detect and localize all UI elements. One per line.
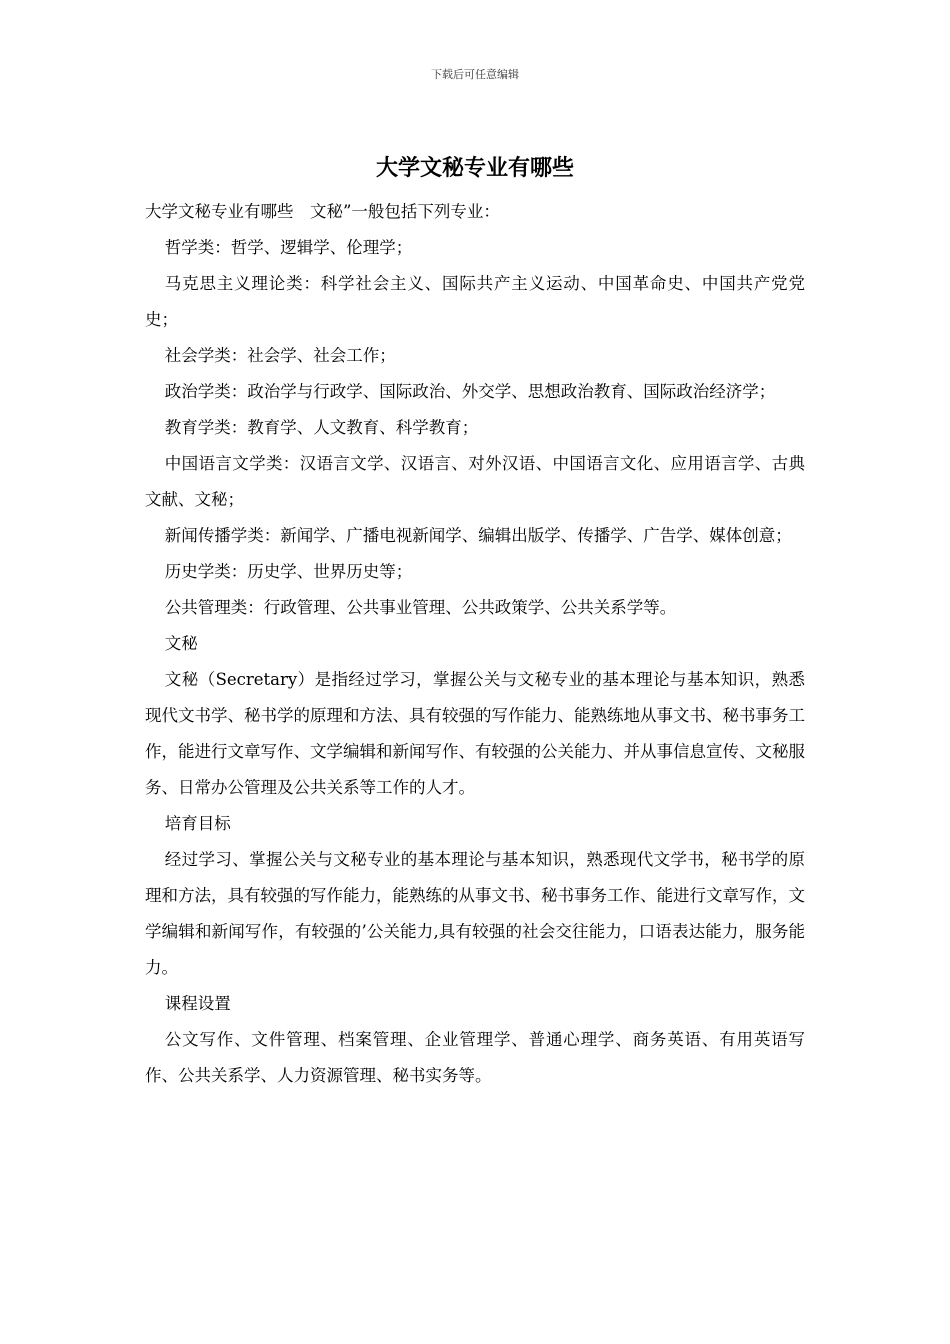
- paragraph-history: 历史学类：历史学、世界历史等；: [164, 562, 413, 581]
- section-heading-goals: 培育目标: [164, 814, 231, 833]
- section-heading-courses: 课程设置: [164, 994, 231, 1013]
- section-heading-secretary: 文秘: [164, 634, 198, 653]
- document-body: [145, 194, 805, 1094]
- paragraph-politics: 政治学类：政治学与行政学、国际政治、外交学、思想政治教育、国际政治经济学；: [164, 382, 776, 401]
- paragraph-philosophy: 哲学类：哲学、逻辑学、伦理学；: [164, 238, 413, 257]
- paragraph-public-admin: 公共管理类：行政管理、公共事业管理、公共政策学、公共关系学等。: [164, 598, 677, 617]
- paragraph-goals: 经过学习、掌握公关与文秘专业的基本理论与基本知识，熟悉现代文学书，秘书学的原理和方法，具有较强的写作能力，能熟练的从事文书、秘书事务工作、能进行文章写作，文学编辑和新闻写作，有较强的’公关能力,具有较强的社会交往能力，口语表达能力，服务能力。: [145, 850, 805, 977]
- paragraph-journalism: 新闻传播学类：新闻学、广播电视新闻学、编辑出版学、传播学、广告学、媒体创意；: [164, 526, 792, 545]
- paragraph-sociology: 社会学类：社会学、社会工作；: [164, 346, 396, 365]
- paragraph-secretary-definition: 文秘（Secretary）是指经过学习，掌握公关与文秘专业的基本理论与基本知识，熟悉现代文书学、秘书学的原理和方法、具有较强的写作能力、能熟练地从事文书、秘书事务工作，能进行文章写作、文学编辑和新闻写作、有较强的公关能力、并从事信息宣传、文秘服务、日常办公管理及公共关系等工作的人才。: [145, 670, 805, 797]
- paragraph-marxism: 马克思主义理论类：科学社会主义、国际共产主义运动、中国革命史、中国共产党党史；: [145, 274, 805, 329]
- paragraph-courses: 公文写作、文件管理、档案管理、企业管理学、普通心理学、商务英语、有用英语写作、公共关系学、人力资源管理、秘书实务等。: [145, 1030, 805, 1085]
- paragraph-education: 教育学类：教育学、人文教育、科学教育；: [164, 418, 479, 437]
- document-title: 大学文秘专业有哪些: [375, 156, 574, 181]
- intro-paragraph: 大学文秘专业有哪些 文秘”一般包括下列专业：: [145, 202, 500, 221]
- page-header-note: 下载后可任意编辑: [431, 68, 519, 81]
- paragraph-chinese-language: 中国语言文学类：汉语言文学、汉语言、对外汉语、中国语言文化、应用语言学、古典文献、文秘；: [145, 454, 805, 509]
